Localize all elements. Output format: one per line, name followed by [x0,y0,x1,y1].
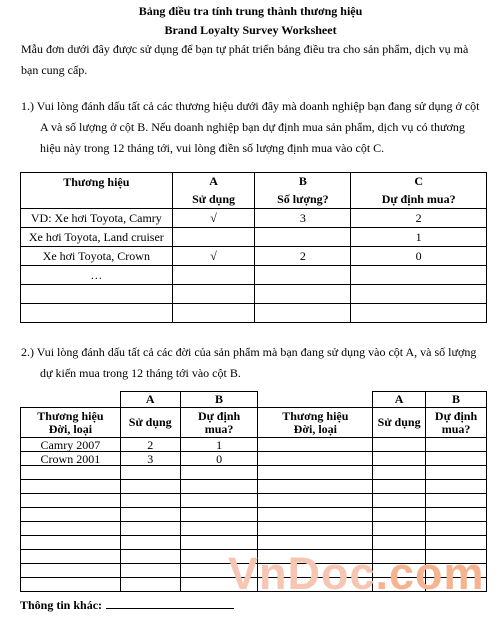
table-cell[interactable] [21,480,121,494]
question-2 [21,342,476,384]
table-row [21,209,487,228]
col-header-plan: Dự định mua? [180,408,258,438]
table-cell[interactable] [426,522,487,536]
col-header-use: Sử dụng [120,408,180,438]
table-cell[interactable] [21,466,121,480]
table-row [21,266,487,285]
table-cell[interactable] [258,438,373,452]
col-header-b: B [426,392,487,408]
table-cell[interactable]: 2 [351,209,487,228]
subheader-plan: Dự định mua? [351,191,487,209]
table-row [21,438,487,452]
table-cell[interactable] [373,438,426,452]
table-row [21,480,487,494]
table-cell[interactable]: √ [172,209,255,228]
col-header-model: Thương hiệu Đời, loại [258,408,373,438]
table-cell[interactable] [258,494,373,508]
table-cell[interactable] [21,536,121,550]
table-cell[interactable] [255,304,351,323]
table-row [21,247,487,266]
table-cell[interactable]: 1 [351,228,487,247]
intro-line: Mẫu đơn dưới đây được sử dụng để bạn tự phát triển bảng điều tra cho sản phẩm, dịch vụ mà [21,42,469,56]
question-1 [21,96,480,159]
table-cell[interactable] [21,550,121,564]
question-2-line: dự kiến mua trong 12 tháng tới vào cột B. [40,366,241,380]
table-cell[interactable] [120,522,180,536]
table-row [21,304,487,323]
table-cell[interactable] [180,508,258,522]
table-cell[interactable] [172,304,255,323]
table-cell[interactable] [373,522,426,536]
table-cell[interactable] [21,494,121,508]
other-info-field [20,598,234,613]
col-header-plan: Dự định mua? [426,408,487,438]
table-cell[interactable] [373,508,426,522]
table-cell[interactable] [21,522,121,536]
table-cell[interactable]: 3 [120,452,180,466]
table-cell[interactable] [351,285,487,304]
table-cell[interactable] [120,494,180,508]
table-row [21,285,487,304]
question-1-line: hiệu này trong 12 tháng tới, vui lòng điền số lượng định mua vào cột C. [40,141,385,155]
table-cell[interactable] [373,480,426,494]
subheader-use: Sử dụng [172,191,255,209]
col-header-model: Thương hiệu Đời, loại [21,408,121,438]
question-1-line: A và số lượng ở cột B. Nếu doanh nghiệp bạn dự định mua sản phẩm, dịch vụ có thương [40,120,465,134]
intro-text [21,39,468,81]
col-header-c: C [351,173,487,191]
intro-line: bạn cung cấp. [21,63,88,77]
table-cell[interactable] [120,564,180,578]
other-info-label: Thông tin khác: [20,598,103,612]
table-cell[interactable] [21,564,121,578]
table-cell[interactable]: 1 [180,438,258,452]
table-cell[interactable] [255,266,351,285]
table-cell[interactable]: 2 [120,438,180,452]
table-cell[interactable] [426,494,487,508]
table-cell[interactable] [21,304,173,323]
table-cell[interactable] [258,480,373,494]
table-cell[interactable] [426,466,487,480]
table-cell[interactable] [180,466,258,480]
table-cell[interactable] [21,285,173,304]
table-cell[interactable] [351,304,487,323]
table-cell[interactable] [255,228,351,247]
table-cell[interactable] [373,494,426,508]
question-1-line: 1.) Vui lòng đánh dấu tất cả các thương hiệu dưới đây mà doanh nghiệp bạn đang sử dụng ở cột [21,99,480,113]
title-vietnamese: Bảng điều tra tính trung thành thương hiệu [138,4,363,18]
table-cell[interactable] [172,285,255,304]
table-cell[interactable] [120,508,180,522]
table-cell[interactable] [120,578,180,592]
table-cell[interactable]: Camry 2007 [21,438,121,452]
table-cell[interactable] [120,480,180,494]
table-row [21,508,487,522]
table-cell[interactable] [255,285,351,304]
table-cell[interactable] [426,438,487,452]
vndoc-watermark-logo: VnDoc.com [228,548,485,599]
table-cell[interactable] [180,494,258,508]
table-cell[interactable] [120,550,180,564]
col-header-a: A [373,392,426,408]
brand-table [20,172,487,323]
table-cell[interactable]: … [21,266,173,285]
table-cell[interactable] [373,466,426,480]
col-header-use: Sử dụng [373,408,426,438]
table-cell[interactable] [172,266,255,285]
table-cell[interactable] [426,480,487,494]
table-cell[interactable] [120,466,180,480]
table-cell[interactable] [426,508,487,522]
col-header-brand: Thương hiệu [21,173,173,209]
table-cell[interactable]: VD: Xe hơi Toyota, Camry [21,209,173,228]
table-row [21,494,487,508]
table-cell[interactable] [351,266,487,285]
table-row [21,466,487,480]
table-cell[interactable] [180,480,258,494]
col-header-a: A [172,173,255,191]
table-cell[interactable]: 0 [351,247,487,266]
table-cell[interactable]: √ [172,247,255,266]
table-cell[interactable] [258,466,373,480]
table-cell[interactable] [180,522,258,536]
table-cell[interactable] [258,522,373,536]
table-cell[interactable]: 2 [255,247,351,266]
col-header-a: A [120,392,180,408]
table-cell[interactable]: Crown 2001 [21,452,121,466]
table-cell[interactable] [172,228,255,247]
table-cell[interactable]: 3 [255,209,351,228]
other-info-blank-line[interactable] [106,598,234,609]
table-cell[interactable] [21,508,121,522]
table-cell[interactable] [21,578,121,592]
table-cell[interactable] [373,452,426,466]
col-header-b: B [255,173,351,191]
table-cell[interactable] [258,508,373,522]
table-cell[interactable]: 0 [180,452,258,466]
table-row [21,228,487,247]
subheader-quantity: Số lượng? [255,191,351,209]
col-header-b: B [180,392,258,408]
table-cell[interactable]: Xe hơi Toyota, Crown [21,247,173,266]
table-cell[interactable] [258,452,373,466]
title-english: Brand Loyalty Survey Worksheet [164,23,337,37]
table-row [21,452,487,466]
table-cell[interactable] [120,536,180,550]
table-cell[interactable]: Xe hơi Toyota, Land cruiser [21,228,173,247]
question-2-line: 2.) Vui lòng đánh dấu tất cả các đời của sản phẩm mà bạn đang sử dụng vào cột A, và số lượng [21,345,477,359]
table-row [21,522,487,536]
table-cell[interactable] [426,452,487,466]
